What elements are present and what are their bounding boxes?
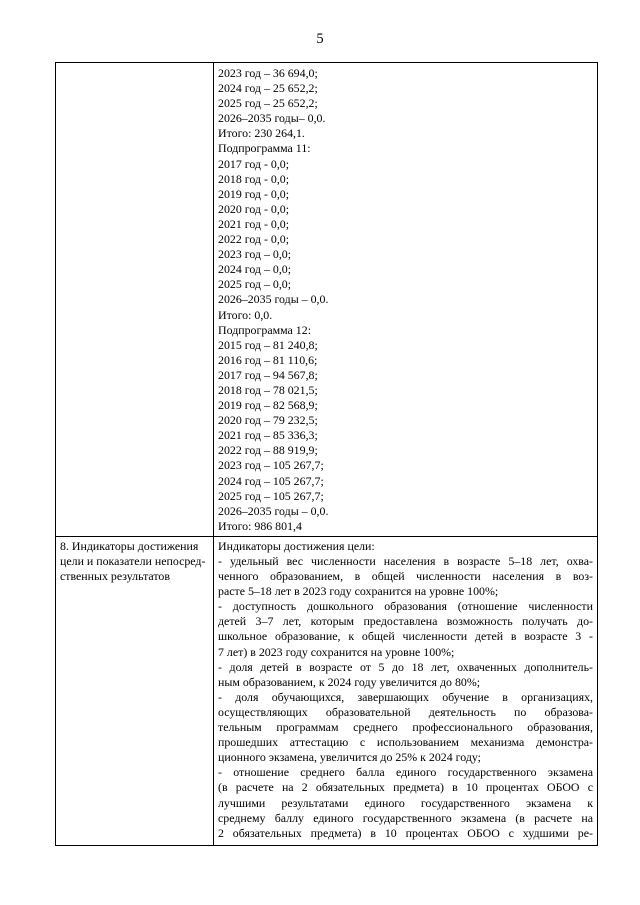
indicator-line: (в расчете на 2 обязательных предмета) в 10 процентах ОБОО с: [218, 780, 593, 795]
funding-line: Итого: 0,0.: [218, 307, 273, 322]
row1-funding-cell: [214, 63, 598, 537]
indicator-line: тельным программам среднего профессионального образования,: [218, 720, 593, 735]
indicator-line: школьное образование, к общей численности детей в возрасте 3 -: [218, 629, 593, 644]
indicator-line: осуществляющих образовательной деятельность по образова-: [218, 704, 593, 719]
funding-line: 2023 год – 0,0;: [218, 247, 292, 262]
funding-line: 2025 год – 25 652,2;: [218, 96, 318, 111]
indicator-line: детей 3–7 лет, которым предоставлена возможность получать до-: [218, 614, 593, 629]
indicator-line: ным образованием, к 2024 году увеличится до 80%;: [218, 674, 481, 689]
funding-line: 2024 год – 25 652,2;: [218, 81, 318, 96]
indicator-line: - доступность дошкольного образования (отношение численности: [218, 599, 593, 614]
indicator-line: лучшими результатами единого государственного экзамена к: [218, 795, 593, 810]
page-number: 5: [316, 31, 324, 47]
funding-line: 2019 год - 0,0;: [218, 186, 290, 201]
indicator-line: прошедших аттестацию с использованием механизма демонстра-: [218, 735, 593, 750]
indicator-line: - отношение среднего балла единого государственного экзамена: [218, 765, 593, 780]
row2-label-cell: [56, 536, 214, 845]
indicator-line: - доля обучающихся, завершающих обучение в организациях,: [218, 689, 593, 704]
indicator-line: расте 5–18 лет в 2023 году сохранится на уровне 100%;: [218, 584, 499, 599]
funding-line: 2015 год – 81 240,8;: [218, 337, 318, 352]
funding-line: Итого: 986 801,4: [218, 518, 302, 533]
funding-line: 2017 год - 0,0;: [218, 156, 290, 171]
indicators-lines: [218, 539, 593, 841]
indicator-line: Индикаторы достижения цели:: [218, 538, 375, 553]
row2-indicators-cell: [214, 536, 598, 845]
indicator-line: - удельный вес численности населения в возрасте 5–18 лет, охва-: [218, 554, 593, 568]
funding-line: 2023 год – 36 694,0;: [218, 66, 318, 80]
indicators-label-line: цели и показатели непосред-: [60, 554, 206, 568]
table-row: [56, 63, 598, 537]
funding-line: Итого: 230 264,1.: [218, 126, 305, 141]
funding-line: 2024 год – 105 267,7;: [218, 473, 324, 488]
indicators-label: [60, 539, 209, 584]
funding-line: 2020 год - 0,0;: [218, 201, 290, 216]
funding-line: 2026–2035 годы – 0,0.: [218, 292, 329, 307]
funding-line: 2021 год – 85 336,3;: [218, 428, 318, 443]
funding-line: 2022 год – 88 919,9;: [218, 443, 318, 458]
funding-line: 2024 год – 0,0;: [218, 262, 292, 277]
indicator-line: среднему баллу единого государственного экзамена (в расчете на: [218, 810, 593, 825]
funding-line: 2018 год – 78 021,5;: [218, 382, 318, 397]
indicator-line: 7 лет) в 2023 году сохранится на уровне 100%;: [218, 644, 455, 659]
row1-label-cell: [56, 63, 214, 537]
funding-line: Подпрограмма 12:: [218, 322, 312, 337]
indicators-label-line: 8. Индикаторы достижения: [60, 538, 199, 553]
funding-line: 2025 год – 0,0;: [218, 277, 292, 292]
funding-line: 2022 год - 0,0;: [218, 232, 290, 247]
funding-line: 2021 год - 0,0;: [218, 216, 290, 231]
funding-line: 2019 год – 82 568,9;: [218, 398, 318, 413]
funding-line: 2025 год – 105 267,7;: [218, 488, 324, 503]
funding-lines: [218, 66, 593, 534]
indicators-label-line: ственных результатов: [60, 569, 170, 584]
funding-line: Подпрограмма 11:: [218, 141, 311, 156]
funding-line: 2018 год - 0,0;: [218, 171, 290, 186]
indicator-line: ционного экзамена, увеличится до 25% к 2024 году;: [218, 750, 481, 765]
funding-line: 2026–2035 годы– 0,0.: [218, 111, 326, 126]
funding-line: 2020 год – 79 232,5;: [218, 413, 318, 428]
funding-line: 2026–2035 годы – 0,0.: [218, 503, 329, 518]
indicator-line: 2 обязательных предмета) в 10 процентах ОБОО с худшими ре-: [218, 825, 593, 840]
indicator-line: ченного образованием, в общей численности населения в воз-: [218, 569, 593, 584]
funding-line: 2016 год – 81 110,6;: [218, 352, 318, 367]
program-passport-table: [55, 62, 598, 846]
funding-line: 2023 год – 105 267,7;: [218, 458, 324, 473]
funding-line: 2017 год – 94 567,8;: [218, 367, 318, 382]
table-row: [56, 536, 598, 845]
indicator-line: - доля детей в возрасте от 5 до 18 лет, охваченных дополнитель-: [218, 659, 593, 674]
